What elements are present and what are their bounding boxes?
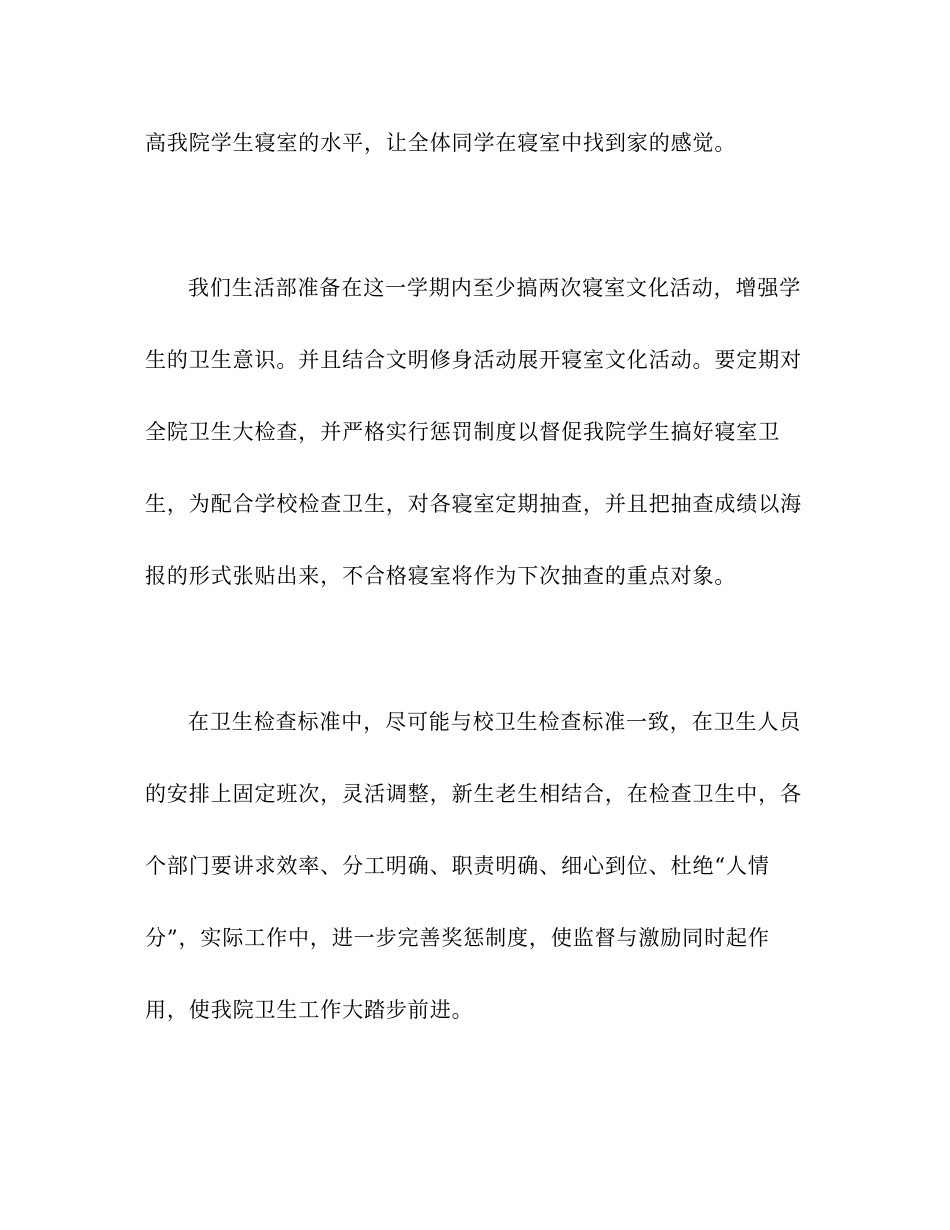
paragraph-2-line-5: 报的形式张贴出来，不合格寝室将作为下次抽查的重点对象。 <box>145 564 737 588</box>
paragraph-2-line-4: 生，为配合学校检查卫生，对各寝室定期抽查，并且把抽查成绩以海 <box>145 492 802 516</box>
paragraph-3-line-2: 的安排上固定班次，灵活调整，新生老生相结合，在检查卫生中，各 <box>145 782 802 806</box>
paragraph-3-line-1: 在卫生检查标准中，尽可能与校卫生检查标准一致，在卫生人员 <box>188 710 802 734</box>
paragraph-3-line-3: 个部门要讲求效率、分工明确、职责明确、细心到位、杜绝“人情 <box>145 854 770 878</box>
paragraph-3-line-5: 用，使我院卫生工作大踏步前进。 <box>145 998 474 1022</box>
paragraph-2-line-1: 我们生活部准备在这一学期内至少搞两次寝室文化活动，增强学 <box>188 276 802 300</box>
paragraph-2-line-2: 生的卫生意识。并且结合文明修身活动展开寝室文化活动。要定期对 <box>145 348 802 372</box>
paragraph-3-line-4: 分”，实际工作中，进一步完善奖惩制度，使监督与激励同时起作 <box>145 926 770 950</box>
paragraph-1-line-1: 高我院学生寝室的水平，让全体同学在寝室中找到家的感觉。 <box>145 131 737 155</box>
paragraph-2-line-3: 全院卫生大检查，并严格实行惩罚制度以督促我院学生搞好寝室卫 <box>145 420 781 444</box>
